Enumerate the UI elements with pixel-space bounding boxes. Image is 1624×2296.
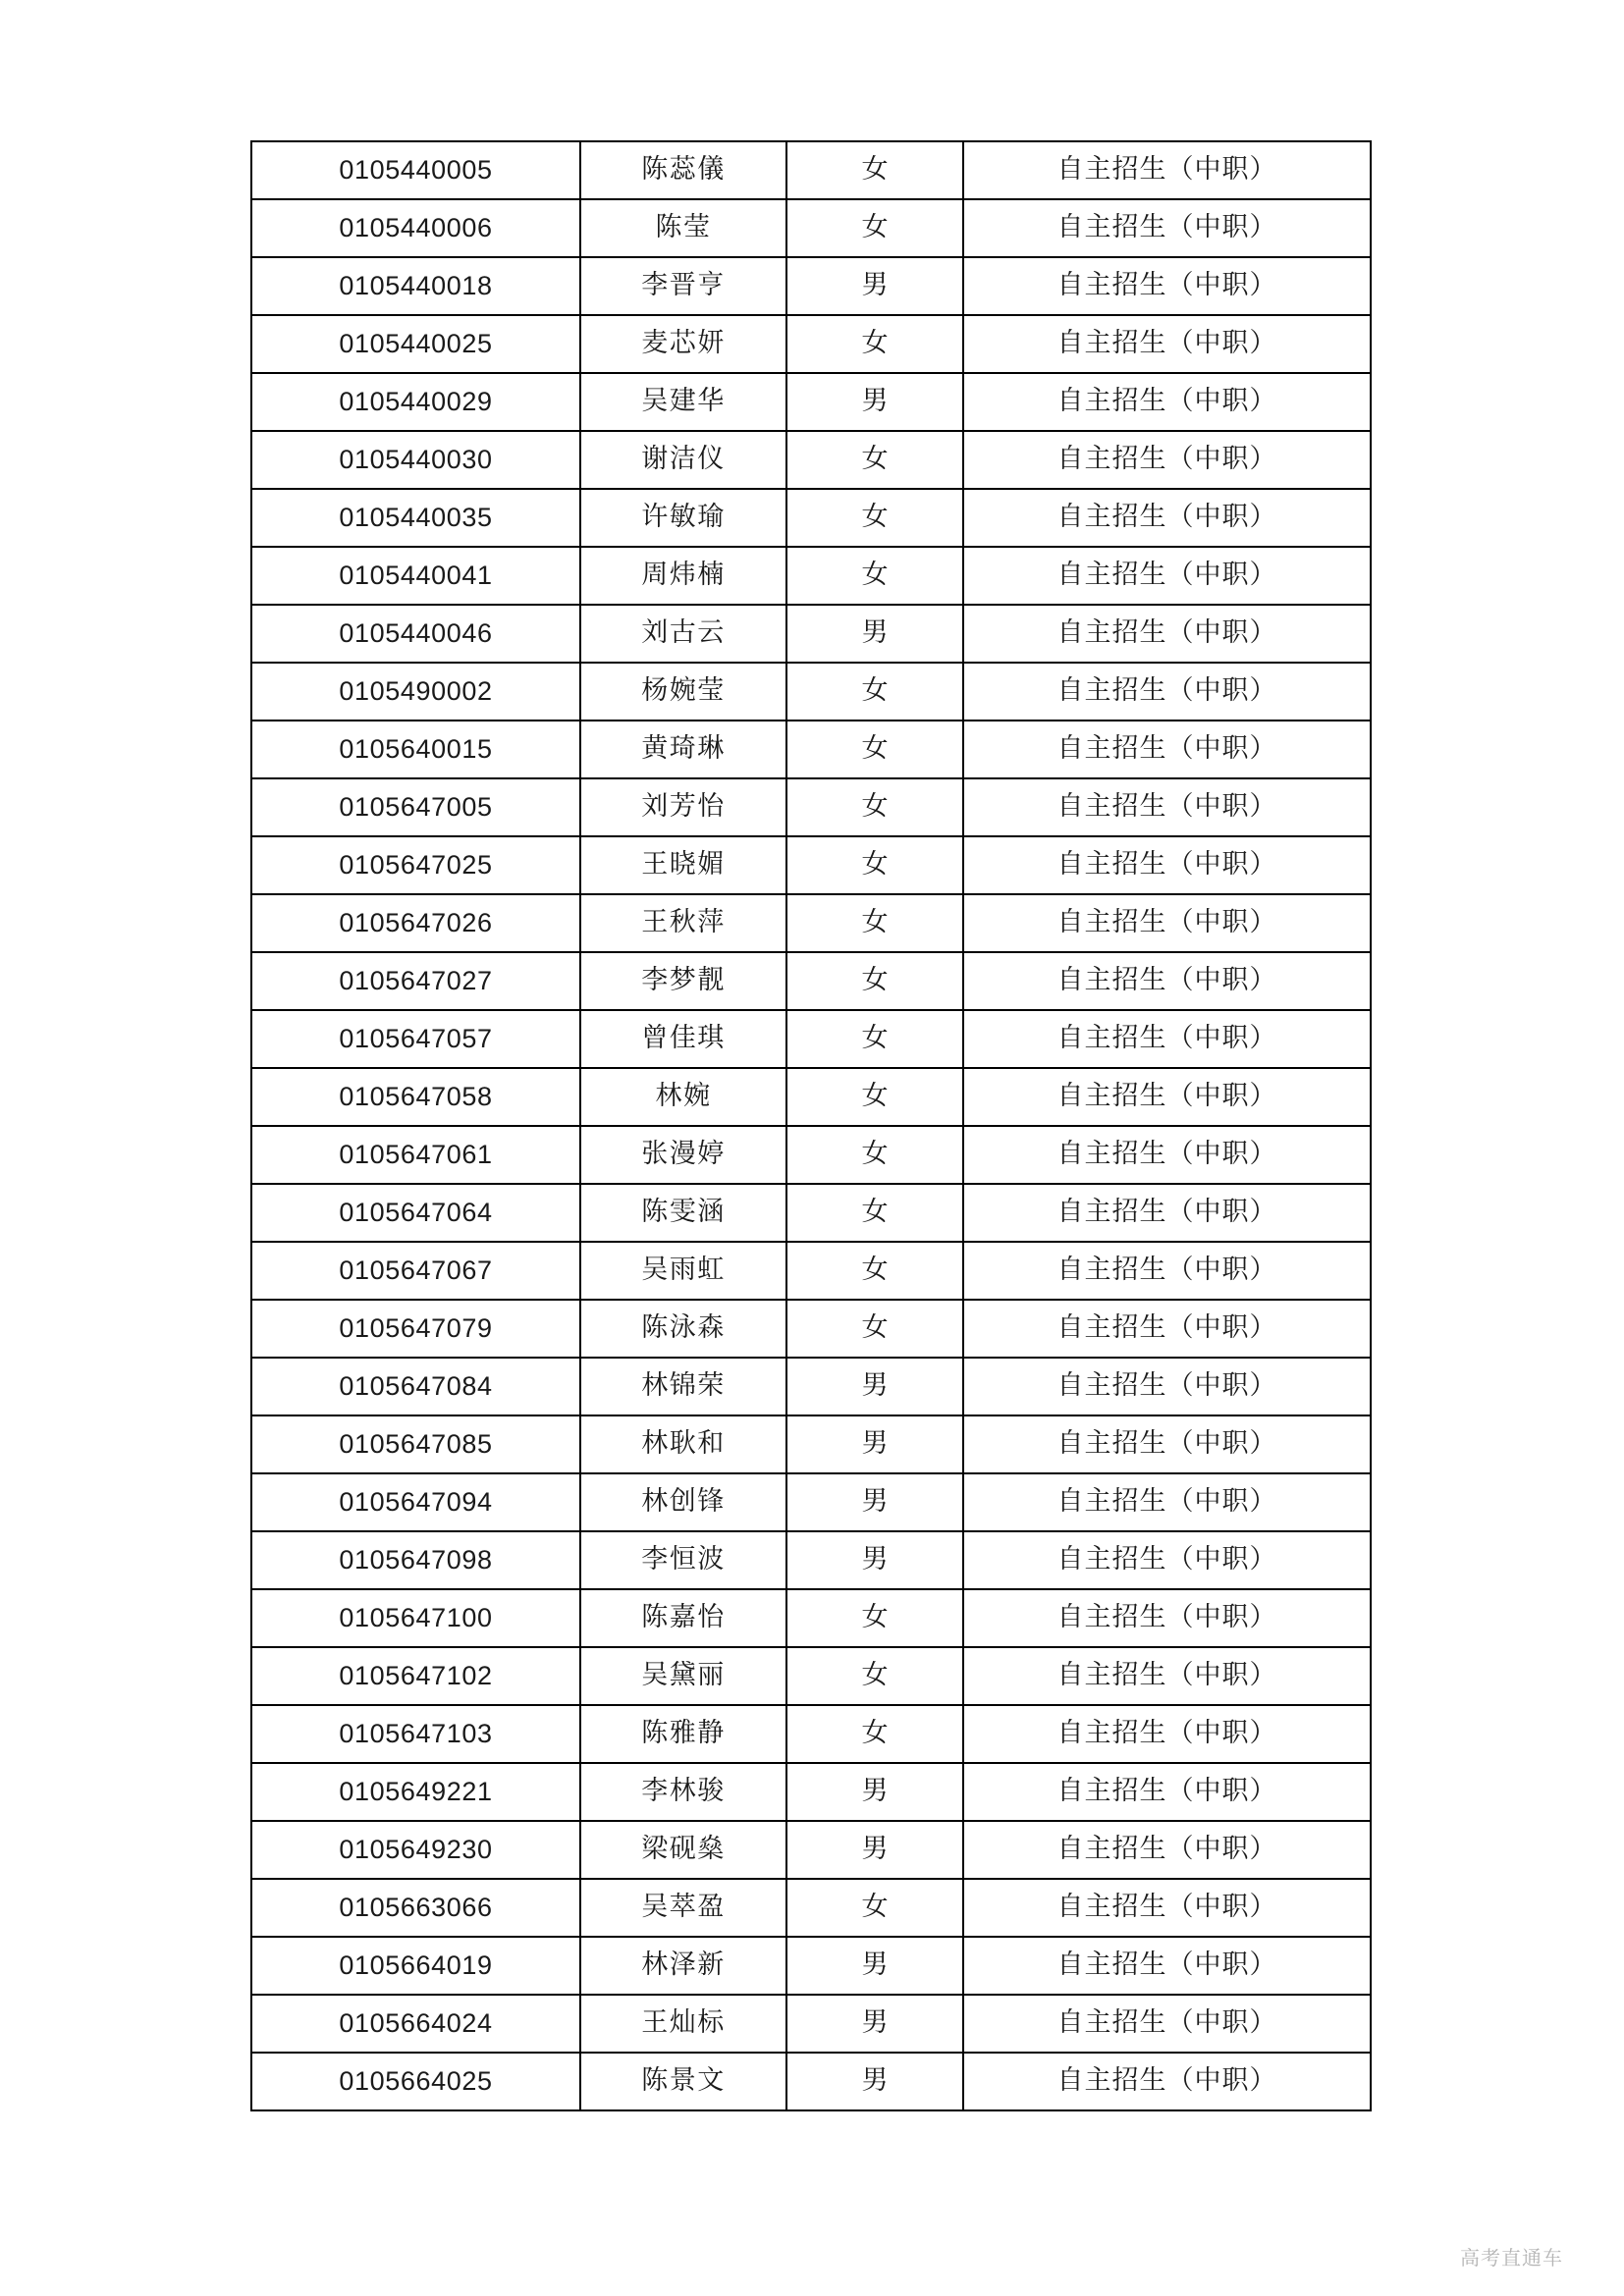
table-row [251, 721, 1371, 778]
table-row [251, 1242, 1371, 1300]
candidate-name-cell: 梁砚燊 [580, 1821, 786, 1879]
candidate-gender-cell: 女 [786, 547, 963, 605]
candidate-gender-cell: 男 [786, 605, 963, 663]
table-row [251, 489, 1371, 547]
admission-program-cell: 自主招生（中职） [963, 1821, 1371, 1879]
candidate-gender-cell: 男 [786, 1358, 963, 1415]
admission-roster-table [250, 140, 1372, 2111]
table-row [251, 1300, 1371, 1358]
candidate-id-cell: 0105440029 [251, 373, 580, 431]
admission-program-cell: 自主招生（中职） [963, 778, 1371, 836]
admission-program-cell: 自主招生（中职） [963, 1705, 1371, 1763]
admission-program-cell: 自主招生（中职） [963, 1647, 1371, 1705]
table-row [251, 1705, 1371, 1763]
candidate-gender-cell: 女 [786, 199, 963, 257]
admission-program-cell: 自主招生（中职） [963, 952, 1371, 1010]
admission-program-cell: 自主招生（中职） [963, 1358, 1371, 1415]
candidate-id-cell: 0105647025 [251, 836, 580, 894]
candidate-gender-cell: 女 [786, 1010, 963, 1068]
candidate-gender-cell: 男 [786, 1763, 963, 1821]
candidate-name-cell: 王灿标 [580, 1995, 786, 2053]
candidate-id-cell: 0105647064 [251, 1184, 580, 1242]
candidate-id-cell: 0105664025 [251, 2053, 580, 2110]
table-row [251, 1010, 1371, 1068]
candidate-gender-cell: 女 [786, 1300, 963, 1358]
candidate-id-cell: 0105440006 [251, 199, 580, 257]
candidate-id-cell: 0105647100 [251, 1589, 580, 1647]
table-row [251, 373, 1371, 431]
roster-table-body [251, 141, 1371, 2110]
candidate-name-cell: 许敏瑜 [580, 489, 786, 547]
admission-program-cell: 自主招生（中职） [963, 1589, 1371, 1647]
candidate-name-cell: 林锦荣 [580, 1358, 786, 1415]
candidate-gender-cell: 女 [786, 1647, 963, 1705]
table-row [251, 1126, 1371, 1184]
table-row [251, 1358, 1371, 1415]
table-row [251, 431, 1371, 489]
admission-program-cell: 自主招生（中职） [963, 836, 1371, 894]
candidate-id-cell: 0105440030 [251, 431, 580, 489]
table-row [251, 257, 1371, 315]
candidate-id-cell: 0105647005 [251, 778, 580, 836]
candidate-id-cell: 0105647079 [251, 1300, 580, 1358]
admission-program-cell: 自主招生（中职） [963, 373, 1371, 431]
candidate-id-cell: 0105649221 [251, 1763, 580, 1821]
admission-program-cell: 自主招生（中职） [963, 1763, 1371, 1821]
candidate-name-cell: 曾佳琪 [580, 1010, 786, 1068]
table-row [251, 1589, 1371, 1647]
candidate-gender-cell: 男 [786, 1531, 963, 1589]
candidate-name-cell: 吴雨虹 [580, 1242, 786, 1300]
candidate-name-cell: 陈雅静 [580, 1705, 786, 1763]
candidate-gender-cell: 男 [786, 1821, 963, 1879]
candidate-gender-cell: 女 [786, 663, 963, 721]
table-row [251, 1068, 1371, 1126]
table-row [251, 1531, 1371, 1589]
table-row [251, 605, 1371, 663]
table-row [251, 1821, 1371, 1879]
admission-program-cell: 自主招生（中职） [963, 894, 1371, 952]
candidate-name-cell: 陈雯涵 [580, 1184, 786, 1242]
table-row [251, 1995, 1371, 2053]
candidate-id-cell: 0105647057 [251, 1010, 580, 1068]
candidate-gender-cell: 女 [786, 1068, 963, 1126]
admission-program-cell: 自主招生（中职） [963, 1531, 1371, 1589]
candidate-gender-cell: 男 [786, 1995, 963, 2053]
admission-program-cell: 自主招生（中职） [963, 2053, 1371, 2110]
candidate-name-cell: 陈景文 [580, 2053, 786, 2110]
candidate-name-cell: 周炜楠 [580, 547, 786, 605]
candidate-name-cell: 李梦靓 [580, 952, 786, 1010]
candidate-name-cell: 刘芳怡 [580, 778, 786, 836]
candidate-gender-cell: 女 [786, 952, 963, 1010]
candidate-gender-cell: 女 [786, 1879, 963, 1937]
table-row [251, 836, 1371, 894]
admission-program-cell: 自主招生（中职） [963, 663, 1371, 721]
candidate-name-cell: 林泽新 [580, 1937, 786, 1995]
table-row [251, 952, 1371, 1010]
table-row [251, 547, 1371, 605]
admission-program-cell: 自主招生（中职） [963, 547, 1371, 605]
candidate-id-cell: 0105647103 [251, 1705, 580, 1763]
candidate-id-cell: 0105649230 [251, 1821, 580, 1879]
candidate-id-cell: 0105647098 [251, 1531, 580, 1589]
admission-program-cell: 自主招生（中职） [963, 1995, 1371, 2053]
candidate-name-cell: 谢洁仪 [580, 431, 786, 489]
admission-program-cell: 自主招生（中职） [963, 1937, 1371, 1995]
candidate-name-cell: 吴萃盈 [580, 1879, 786, 1937]
candidate-id-cell: 0105647026 [251, 894, 580, 952]
candidate-id-cell: 0105664024 [251, 1995, 580, 2053]
admission-program-cell: 自主招生（中职） [963, 141, 1371, 199]
candidate-id-cell: 0105647085 [251, 1415, 580, 1473]
candidate-gender-cell: 男 [786, 1473, 963, 1531]
candidate-id-cell: 0105663066 [251, 1879, 580, 1937]
table-row [251, 1184, 1371, 1242]
candidate-id-cell: 0105647058 [251, 1068, 580, 1126]
table-row [251, 778, 1371, 836]
candidate-id-cell: 0105664019 [251, 1937, 580, 1995]
admission-program-cell: 自主招生（中职） [963, 1242, 1371, 1300]
candidate-name-cell: 林耿和 [580, 1415, 786, 1473]
candidate-name-cell: 王秋萍 [580, 894, 786, 952]
table-row [251, 199, 1371, 257]
admission-program-cell: 自主招生（中职） [963, 721, 1371, 778]
table-row [251, 1879, 1371, 1937]
candidate-name-cell: 陈莹 [580, 199, 786, 257]
candidate-name-cell: 李恒波 [580, 1531, 786, 1589]
candidate-name-cell: 林婉 [580, 1068, 786, 1126]
candidate-name-cell: 李林骏 [580, 1763, 786, 1821]
table-row [251, 2053, 1371, 2110]
candidate-id-cell: 0105440035 [251, 489, 580, 547]
admission-program-cell: 自主招生（中职） [963, 1415, 1371, 1473]
candidate-name-cell: 刘古云 [580, 605, 786, 663]
candidate-gender-cell: 男 [786, 1937, 963, 1995]
candidate-id-cell: 0105440025 [251, 315, 580, 373]
admission-program-cell: 自主招生（中职） [963, 1126, 1371, 1184]
candidate-gender-cell: 男 [786, 373, 963, 431]
candidate-gender-cell: 女 [786, 1242, 963, 1300]
table-row [251, 1647, 1371, 1705]
candidate-name-cell: 黄琦琳 [580, 721, 786, 778]
admission-program-cell: 自主招生（中职） [963, 605, 1371, 663]
candidate-gender-cell: 女 [786, 1184, 963, 1242]
candidate-name-cell: 陈嘉怡 [580, 1589, 786, 1647]
candidate-name-cell: 李晋亨 [580, 257, 786, 315]
candidate-gender-cell: 男 [786, 2053, 963, 2110]
admission-program-cell: 自主招生（中职） [963, 1010, 1371, 1068]
candidate-gender-cell: 女 [786, 141, 963, 199]
candidate-name-cell: 王晓媚 [580, 836, 786, 894]
admission-program-cell: 自主招生（中职） [963, 199, 1371, 257]
table-row [251, 663, 1371, 721]
admission-program-cell: 自主招生（中职） [963, 1473, 1371, 1531]
candidate-name-cell: 麦芯妍 [580, 315, 786, 373]
candidate-gender-cell: 女 [786, 1705, 963, 1763]
candidate-gender-cell: 女 [786, 431, 963, 489]
candidate-id-cell: 0105647102 [251, 1647, 580, 1705]
candidate-id-cell: 0105640015 [251, 721, 580, 778]
candidate-name-cell: 陈蕊儀 [580, 141, 786, 199]
candidate-gender-cell: 女 [786, 894, 963, 952]
candidate-gender-cell: 男 [786, 257, 963, 315]
admission-program-cell: 自主招生（中职） [963, 1068, 1371, 1126]
admission-program-cell: 自主招生（中职） [963, 1184, 1371, 1242]
candidate-gender-cell: 女 [786, 836, 963, 894]
candidate-name-cell: 杨婉莹 [580, 663, 786, 721]
admission-program-cell: 自主招生（中职） [963, 431, 1371, 489]
candidate-gender-cell: 女 [786, 1126, 963, 1184]
table-row [251, 1415, 1371, 1473]
admission-program-cell: 自主招生（中职） [963, 315, 1371, 373]
table-row [251, 894, 1371, 952]
admission-program-cell: 自主招生（中职） [963, 489, 1371, 547]
candidate-gender-cell: 女 [786, 778, 963, 836]
candidate-id-cell: 0105440046 [251, 605, 580, 663]
candidate-name-cell: 张漫婷 [580, 1126, 786, 1184]
admission-program-cell: 自主招生（中职） [963, 1300, 1371, 1358]
candidate-id-cell: 0105647067 [251, 1242, 580, 1300]
candidate-name-cell: 吴黛丽 [580, 1647, 786, 1705]
candidate-gender-cell: 男 [786, 1415, 963, 1473]
table-row [251, 1473, 1371, 1531]
table-row [251, 1937, 1371, 1995]
table-row [251, 315, 1371, 373]
admission-program-cell: 自主招生（中职） [963, 257, 1371, 315]
candidate-gender-cell: 女 [786, 315, 963, 373]
candidate-name-cell: 陈泳森 [580, 1300, 786, 1358]
candidate-id-cell: 0105647027 [251, 952, 580, 1010]
table-row [251, 1763, 1371, 1821]
candidate-gender-cell: 女 [786, 489, 963, 547]
candidate-id-cell: 0105647094 [251, 1473, 580, 1531]
table-row [251, 141, 1371, 199]
candidate-name-cell: 吴建华 [580, 373, 786, 431]
candidate-gender-cell: 女 [786, 1589, 963, 1647]
candidate-id-cell: 0105490002 [251, 663, 580, 721]
watermark-label: 高考直通车 [1460, 2246, 1563, 2269]
candidate-id-cell: 0105440041 [251, 547, 580, 605]
candidate-id-cell: 0105440005 [251, 141, 580, 199]
admission-program-cell: 自主招生（中职） [963, 1879, 1371, 1937]
candidate-id-cell: 0105647084 [251, 1358, 580, 1415]
candidate-gender-cell: 女 [786, 721, 963, 778]
candidate-name-cell: 林创锋 [580, 1473, 786, 1531]
candidate-id-cell: 0105440018 [251, 257, 580, 315]
candidate-id-cell: 0105647061 [251, 1126, 580, 1184]
